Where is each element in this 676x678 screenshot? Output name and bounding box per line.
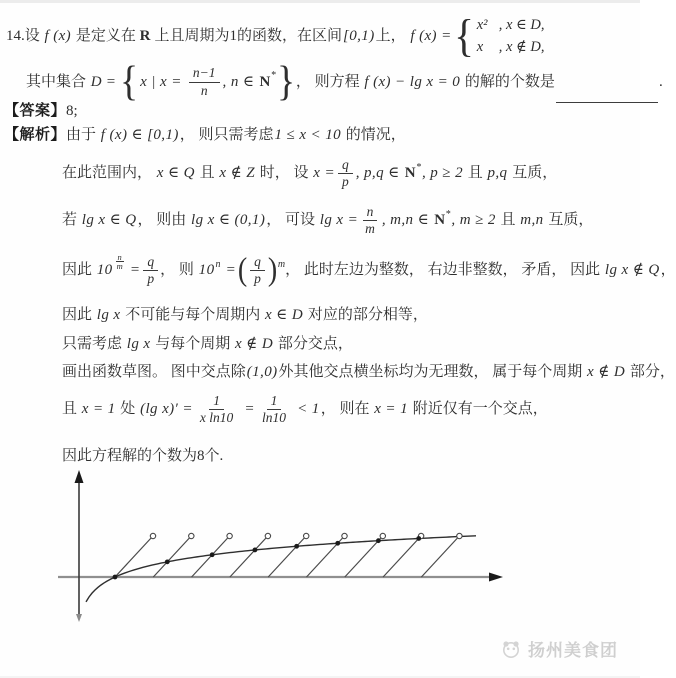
math-token: x ∉ D: [234, 336, 274, 352]
math-token: =: [240, 401, 255, 418]
math-token: lg x =: [319, 212, 359, 229]
text-token: 部分，: [626, 364, 675, 380]
big-paren: (: [237, 252, 248, 288]
text-token: 部分交点，: [274, 336, 353, 352]
text-token: 且: [463, 165, 487, 182]
text-token: 外其他交点横坐标均为无理数， 属于每个周期: [278, 364, 587, 380]
text-token: ， 则方程: [295, 73, 364, 90]
text-token: 8;: [66, 103, 78, 119]
math-token: , p ≥ 2: [421, 165, 463, 182]
math-token: f (x) =: [410, 27, 452, 44]
superscript: *: [445, 208, 451, 220]
text-token: 对应的部分相等，: [304, 307, 428, 323]
math-token: f (x) − lg x = 0: [364, 73, 461, 90]
fraction-numerator: n−1: [189, 66, 220, 82]
segment-line: [230, 537, 267, 577]
math-token: , n ∈: [222, 73, 259, 90]
intersection-dot: [165, 559, 170, 564]
superscript: *: [270, 70, 276, 82]
math-token: =: [125, 262, 141, 279]
x-axis-arrow: [489, 573, 503, 582]
math-token: lg x ∈ (0,1): [191, 212, 266, 229]
case-expression: x²: [476, 17, 488, 34]
segment-line: [421, 537, 458, 577]
text-token: ， 则在: [320, 401, 374, 418]
text-token: 因此: [62, 307, 96, 323]
text-token: 且: [496, 212, 520, 229]
section-label: 【答案】: [4, 103, 67, 119]
open-endpoint-circle: [189, 533, 194, 538]
text-token: 画出函数草图。 图中交点除: [62, 364, 246, 380]
text-token: ， 则由: [137, 212, 190, 229]
fraction-denominator: p: [254, 271, 261, 287]
math-token: (lg x)′ =: [140, 401, 193, 418]
fraction-numerator: n: [117, 251, 122, 262]
y-axis-arrow: [75, 470, 84, 483]
intersection-dot: [253, 548, 258, 553]
math-token: f (x): [44, 27, 72, 44]
fraction-numerator: q: [143, 255, 158, 271]
text-token: 的解的个数是: [461, 73, 555, 90]
text-token: 互质，: [544, 212, 594, 229]
text-token: ， 则只需考虑: [179, 127, 274, 143]
text-token: 的情况，: [342, 127, 406, 143]
math-token: x =: [313, 165, 335, 182]
open-endpoint-circle: [265, 533, 270, 538]
text-token: ， 则: [160, 262, 198, 279]
math-token: 10: [96, 262, 113, 279]
math-token: lg x ∉ Q: [604, 262, 660, 279]
math-token: f (x) ∈ [0,1): [100, 127, 179, 143]
fraction-numerator: q: [250, 255, 265, 271]
text-token: 上且周期为1的函数，在区间: [150, 27, 343, 44]
math-bold-token: N: [434, 212, 446, 229]
math-token: , m,n ∈: [381, 212, 434, 229]
superscript: m: [277, 259, 286, 271]
text-token: 不可能与每个周期内: [121, 307, 264, 323]
text-token: 且: [195, 165, 219, 182]
fraction-denominator: m: [116, 261, 123, 272]
math-token: 1 ≤ x < 10: [274, 127, 342, 143]
intersection-dot: [210, 552, 215, 557]
intersection-dot: [376, 538, 381, 543]
math-token: , p,q ∈: [355, 165, 404, 182]
text-token: 与每个周期: [151, 336, 234, 352]
segment-line: [383, 537, 420, 577]
math-bold-token: N: [404, 165, 416, 182]
open-endpoint-circle: [342, 533, 347, 538]
text-token: 因此: [62, 262, 96, 279]
superscript: *: [415, 161, 421, 173]
math-token: lg x ∈ Q: [81, 212, 137, 229]
superscript: n: [215, 259, 221, 271]
fraction-denominator: ln10: [261, 410, 286, 426]
big-paren: ): [267, 252, 278, 288]
math-token: x ∈ D: [264, 307, 304, 323]
panda-icon: [500, 638, 522, 660]
math-token: lg x: [96, 307, 121, 323]
intersection-dot: [416, 536, 421, 541]
text-token: 只需考虑: [62, 336, 126, 352]
math-bold-token: N: [259, 73, 271, 90]
math-token: m,n: [520, 212, 544, 229]
math-token: =: [221, 262, 237, 279]
text-token: =: [103, 73, 119, 90]
segment-line: [268, 537, 305, 577]
watermark: [500, 636, 618, 661]
fraction-numerator: n: [363, 205, 378, 221]
text-token: 因此方程解的个数为8个.: [62, 448, 224, 464]
fraction-numerator: 1: [209, 394, 224, 410]
text-token: 互质，: [508, 165, 558, 182]
math-token: , m ≥ 2: [451, 212, 496, 229]
open-endpoint-circle: [227, 533, 232, 538]
math-token: p,q: [487, 165, 508, 182]
math-token: x = 1: [81, 401, 116, 418]
open-endpoint-circle: [150, 533, 155, 538]
open-endpoint-circle: [304, 533, 309, 538]
math-token: x ∉ D: [587, 364, 626, 380]
math-bold-token: R: [139, 27, 151, 44]
math-token: [0,1): [343, 27, 375, 44]
text-token: ，: [660, 262, 676, 279]
case-condition: , x ∈ D,: [498, 17, 545, 34]
math-token: < 1: [292, 401, 320, 418]
fraction-denominator: p: [341, 174, 349, 190]
text-token: 处: [116, 401, 140, 418]
fraction-denominator: p: [147, 271, 155, 287]
set-brace: }: [276, 59, 295, 105]
math-token: x ∈ Q: [156, 165, 195, 182]
text-token: 在此范围内，: [62, 165, 156, 182]
open-endpoint-circle: [457, 533, 462, 538]
text-token: 其中集合: [26, 73, 90, 90]
fraction-denominator: m: [365, 221, 375, 237]
text-token: 14.设: [6, 27, 44, 44]
intersection-dot: [335, 541, 340, 546]
intersection-dot: [294, 544, 299, 549]
fraction-denominator: x ln10: [199, 410, 234, 426]
segment-line: [115, 537, 152, 577]
intersection-dot: [113, 575, 118, 580]
text-token: 时， 设: [255, 165, 313, 182]
set-brace: {: [119, 59, 139, 105]
text-token: 若: [62, 212, 81, 229]
segment-line: [153, 537, 190, 577]
text-token: 且: [62, 401, 81, 418]
math-token: x | x =: [140, 73, 186, 90]
watermark-text: 扬州美食团: [528, 641, 618, 660]
fraction-denominator: n: [200, 82, 208, 98]
section-label: 【解析】: [4, 127, 67, 143]
case-expression: x: [476, 38, 484, 55]
math-token: x ∉ Z: [219, 165, 255, 182]
math-token: (1,0): [246, 364, 278, 380]
text-token: 是定义在: [72, 27, 140, 44]
text-token: 附近仅有一个交点，: [409, 401, 548, 418]
math-token: x = 1: [374, 401, 408, 418]
text-token: 上，: [375, 27, 410, 44]
fraction-numerator: 1: [267, 394, 282, 410]
text-token: .: [658, 73, 663, 90]
text-token: 由于: [66, 127, 100, 143]
cases-brace: {: [453, 10, 474, 61]
fraction-numerator: q: [338, 158, 353, 174]
text-token: ， 此时左边为整数， 右边非整数， 矛盾， 因此: [285, 262, 604, 279]
math-token: lg x: [126, 336, 151, 352]
text-token: ， 可设: [266, 212, 319, 229]
case-condition: , x ∉ D,: [498, 38, 545, 55]
math-token: 10: [198, 262, 215, 279]
math-token: D: [90, 73, 102, 90]
open-endpoint-circle: [380, 533, 385, 538]
y-axis-bottom-arrow: [76, 614, 82, 622]
